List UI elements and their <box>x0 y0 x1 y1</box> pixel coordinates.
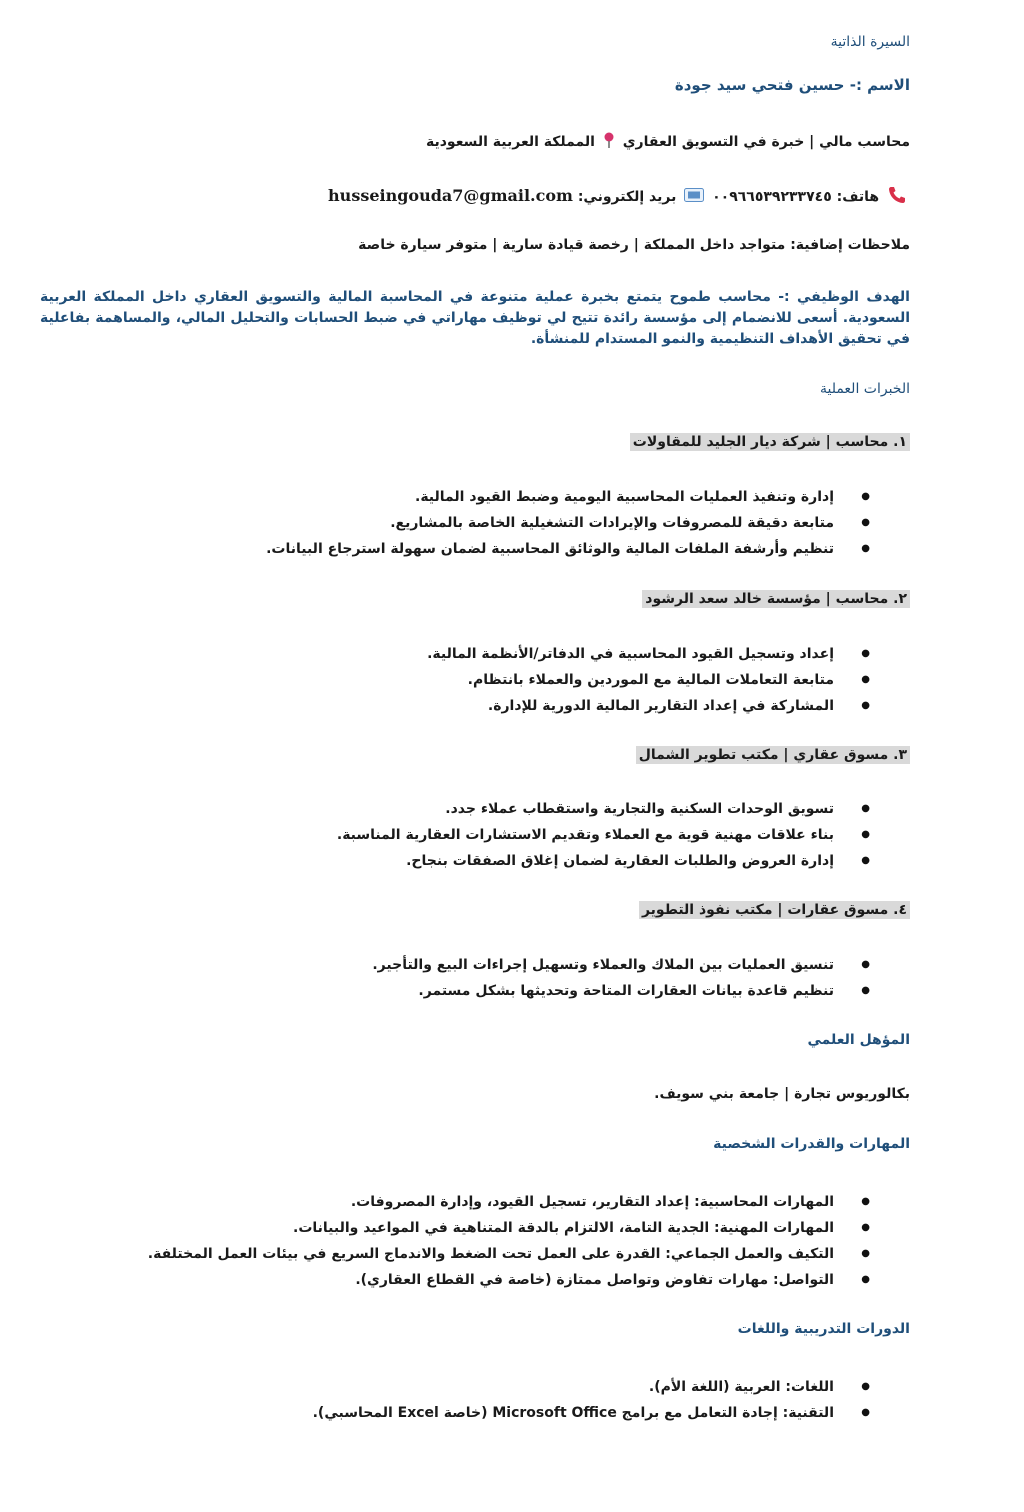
list-item: ● تنظيم وأرشفة الملفات المالية والوثائق المحاسبية لضمان سهولة استرجاع البيانات. <box>266 536 910 562</box>
list-item: ● متابعة دقيقة للمصروفات والإيرادات التشغيلية الخاصة بالمشاريع. <box>266 510 910 536</box>
job-bullets <box>337 796 910 874</box>
list-item: ● إعداد وتسجيل القيود المحاسبية في الدفاتر/الأنظمة المالية. <box>427 641 910 667</box>
list-item: ● التواصل: مهارات تفاوض وتواصل ممتازة (خاصة في القطاع العقاري). <box>148 1267 910 1293</box>
experience-heading: الخبرات العملية <box>819 381 910 397</box>
list-item: ● المهارات المحاسبية: إعداد التقارير، تسجيل القيود، وإدارة المصروفات. <box>148 1189 910 1215</box>
job-bullets <box>427 641 910 719</box>
name-value: حسين فتحي سيد جودة <box>674 76 845 94</box>
phone-label: هاتف: <box>836 189 880 205</box>
email-label: بريد إلكتروني: <box>577 189 677 205</box>
additional-notes: ملاحظات إضافية: متواجد داخل المملكة | رخصة قيادة سارية | متوفر سيارة خاصة <box>358 237 910 253</box>
tagline-location: المملكة العربية السعودية <box>426 134 595 150</box>
list-item: ● اللغات: العربية (اللغة الأم). <box>313 1374 910 1400</box>
education-text: بكالوريوس تجارة | جامعة بني سويف. <box>654 1086 910 1102</box>
list-item: ● إدارة وتنفيذ العمليات المحاسبية اليومية وضبط القيود المالية. <box>266 484 910 510</box>
career-objective: الهدف الوظيفي :- محاسب طموح يتمتع بخبرة عملية متنوعة في المحاسبة المالية والتسويق العقاري داخل المملكة العربية السعودية. أسعى للانضمام إلى مؤسسة رائدة تتيح لي توظيف مهاراتي في ضبط الحسابات والتحليل المالي، والمساهمة بفاعلية في تحقيق الأهداف التنظيمية والنمو المستدام للمنشأة. <box>40 289 910 347</box>
skills-heading: المهارات والقدرات الشخصية <box>713 1136 910 1152</box>
doc-title: السيرة الذاتية <box>830 34 910 50</box>
phone-value: ٠٠٩٦٦٥٣٩٢٣٣٧٤٥ <box>712 189 832 205</box>
map-pin-icon <box>603 132 615 152</box>
name-label: الاسم :- <box>849 76 910 94</box>
contact-line <box>328 185 910 209</box>
tagline-main: محاسب مالي | خبرة في التسويق العقاري <box>622 134 910 150</box>
name-line <box>675 76 910 94</box>
job-title: ٤. مسوق عقارات | مكتب نفوذ التطوير <box>639 901 910 919</box>
list-item: ● تنسيق العمليات بين الملاك والعملاء وتسهيل إجراءات البيع والتأجير. <box>372 952 910 978</box>
list-item: ● التقنية: إجادة التعامل مع برامج Microsoft Office (خاصة Excel المحاسبي). <box>313 1400 910 1426</box>
education-heading: المؤهل العلمي <box>807 1032 910 1048</box>
list-item: ● التكيف والعمل الجماعي: القدرة على العمل تحت الضغط والاندماج السريع في بيئات العمل المختلفة. <box>148 1241 910 1267</box>
training-bullets <box>313 1374 910 1426</box>
list-item: ● إدارة العروض والطلبات العقارية لضمان إغلاق الصفقات بنجاح. <box>337 848 910 874</box>
job-title: ٢. محاسب | مؤسسة خالد سعد الرشود <box>642 590 910 608</box>
phone-icon <box>887 185 907 209</box>
job-bullets <box>372 952 910 1004</box>
job-title: ١. محاسب | شركة ديار الجليد للمقاولات <box>630 433 910 451</box>
skills-bullets <box>148 1189 910 1293</box>
email-value[interactable]: husseingouda7@gmail.com <box>328 186 573 205</box>
list-item: ● المشاركة في إعداد التقارير المالية الدورية للإدارة. <box>427 693 910 719</box>
job-title: ٣. مسوق عقاري | مكتب تطوير الشمال <box>636 746 910 764</box>
training-heading: الدورات التدريبية واللغات <box>737 1321 910 1337</box>
envelope-icon <box>684 188 704 206</box>
list-item: ● بناء علاقات مهنية قوية مع العملاء وتقديم الاستشارات العقارية المناسبة. <box>337 822 910 848</box>
job-bullets <box>266 484 910 562</box>
list-item: ● تنظيم قاعدة بيانات العقارات المتاحة وتحديثها بشكل مستمر. <box>372 978 910 1004</box>
tagline <box>426 132 910 152</box>
resume-page <box>40 0 910 1512</box>
list-item: ● متابعة التعاملات المالية مع الموردين والعملاء بانتظام. <box>427 667 910 693</box>
list-item: ● المهارات المهنية: الجدية التامة، الالتزام بالدقة المتناهية في المواعيد والبيانات. <box>148 1215 910 1241</box>
list-item: ● تسويق الوحدات السكنية والتجارية واستقطاب عملاء جدد. <box>337 796 910 822</box>
